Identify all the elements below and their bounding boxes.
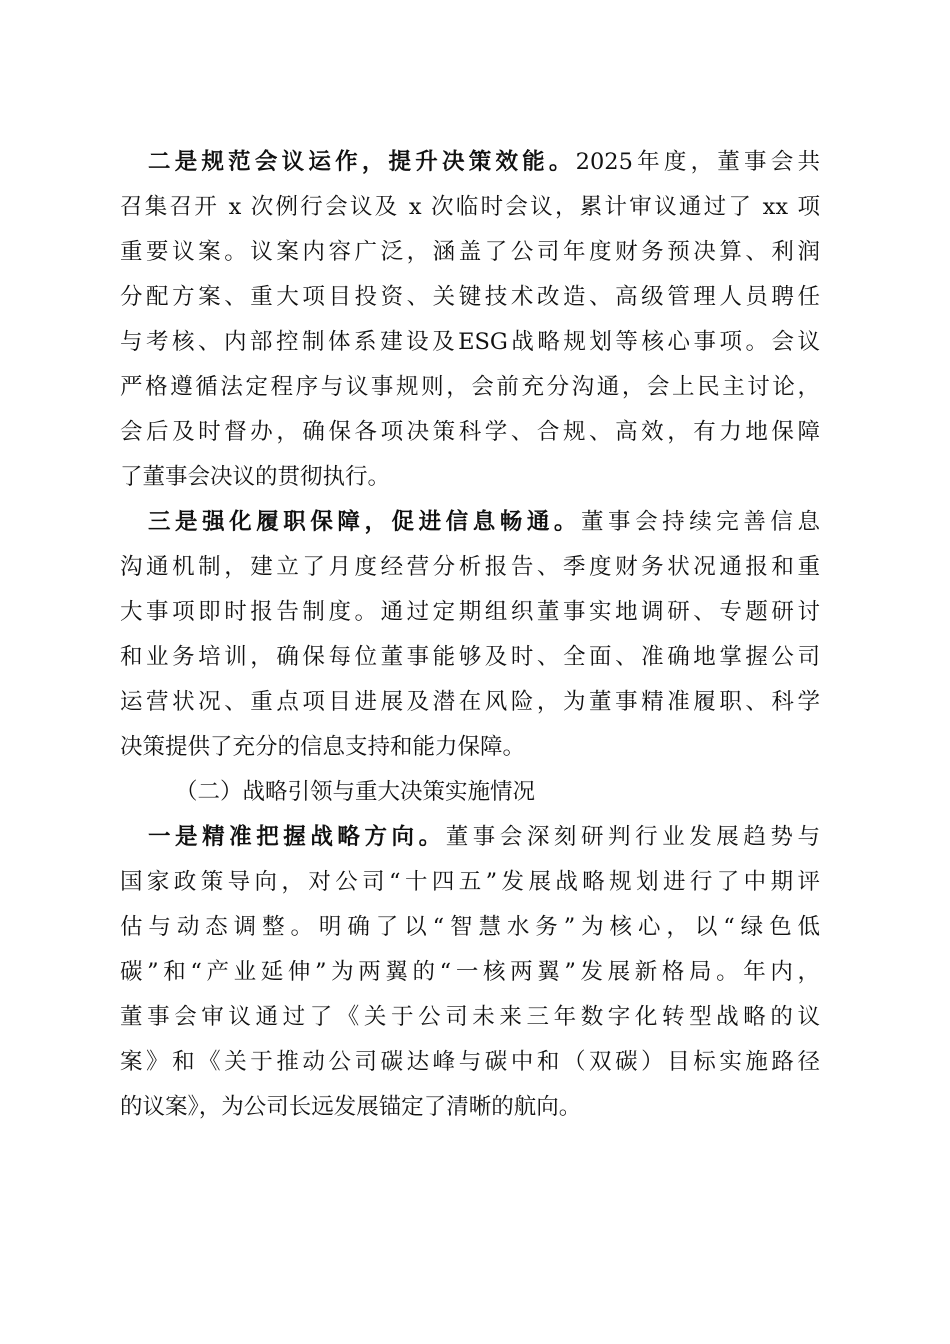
- paragraph: [120, 500, 820, 770]
- paragraph-line: 与考核、内部控制体系建设及ESG战略规划等核心事项。会议: [120, 329, 820, 355]
- paragraph-line: 重要议案。议案内容广泛，涵盖了公司年度财务预决算、利润: [120, 239, 820, 265]
- paragraph-first-line: [120, 500, 820, 545]
- paragraph-text: 董事会持续完善信息: [580, 509, 820, 535]
- paragraph-lead-phrase: 二是规范会议运作，提升决策效能。: [148, 149, 576, 175]
- paragraph-line: 决策提供了充分的信息支持和能力保障。: [120, 734, 526, 760]
- paragraph-line: 运营状况、重点项目进展及潜在风险，为董事精准履职、科学: [120, 689, 820, 715]
- paragraph-text: 董事会深刻研判行业发展趋势与: [445, 824, 820, 850]
- paragraph-line: 严格遵循法定程序与议事规则，会前充分沟通，会上民主讨论，: [120, 374, 820, 400]
- document-page: [120, 140, 820, 1130]
- paragraph-line: 国家政策导向，对公司“十四五”发展战略规划进行了中期评: [120, 869, 820, 895]
- paragraph-line: 案》和《关于推动公司碳达峰与碳中和（双碳）目标实施路径: [120, 1049, 820, 1075]
- paragraph-first-line: [120, 140, 820, 185]
- paragraph-line: 和业务培训，确保每位董事能够及时、全面、准确地掌握公司: [120, 644, 820, 670]
- paragraph-line: 碳”和“产业延伸”为两翼的“一核两翼”发展新格局。年内，: [120, 959, 820, 985]
- paragraph-line: 沟通机制，建立了月度经营分析报告、季度财务状况通报和重: [120, 554, 820, 580]
- section-heading: （二）战略引领与重大决策实施情况: [175, 779, 536, 805]
- paragraph-line: 分配方案、重大项目投资、关键技术改造、高级管理人员聘任: [120, 284, 820, 310]
- paragraph-line: 的议案》，为公司长远发展锚定了清晰的航向。: [120, 1094, 582, 1120]
- paragraph-line: 了董事会决议的贯彻执行。: [120, 464, 391, 490]
- paragraph-line: 召集召开 x 次例行会议及 x 次临时会议，累计审议通过了 xx 项: [120, 194, 820, 220]
- paragraph-lead-phrase: 三是强化履职保障，促进信息畅通。: [148, 509, 581, 535]
- paragraph-lead-phrase: 一是精准把握战略方向。: [148, 824, 446, 850]
- paragraph-line: 大事项即时报告制度。通过定期组织董事实地调研、专题研讨: [120, 599, 820, 625]
- paragraph: [120, 815, 820, 1130]
- paragraph-line: 估与动态调整。明确了以“智慧水务”为核心，以“绿色低: [120, 914, 820, 940]
- paragraph-first-line: [120, 815, 820, 860]
- paragraph-line: 董事会审议通过了《关于公司未来三年数字化转型战略的议: [120, 1004, 820, 1030]
- paragraph-line: 会后及时督办，确保各项决策科学、合规、高效，有力地保障: [120, 419, 820, 445]
- paragraph-text: 2025年度，董事会共: [575, 149, 820, 175]
- paragraph: [120, 140, 820, 500]
